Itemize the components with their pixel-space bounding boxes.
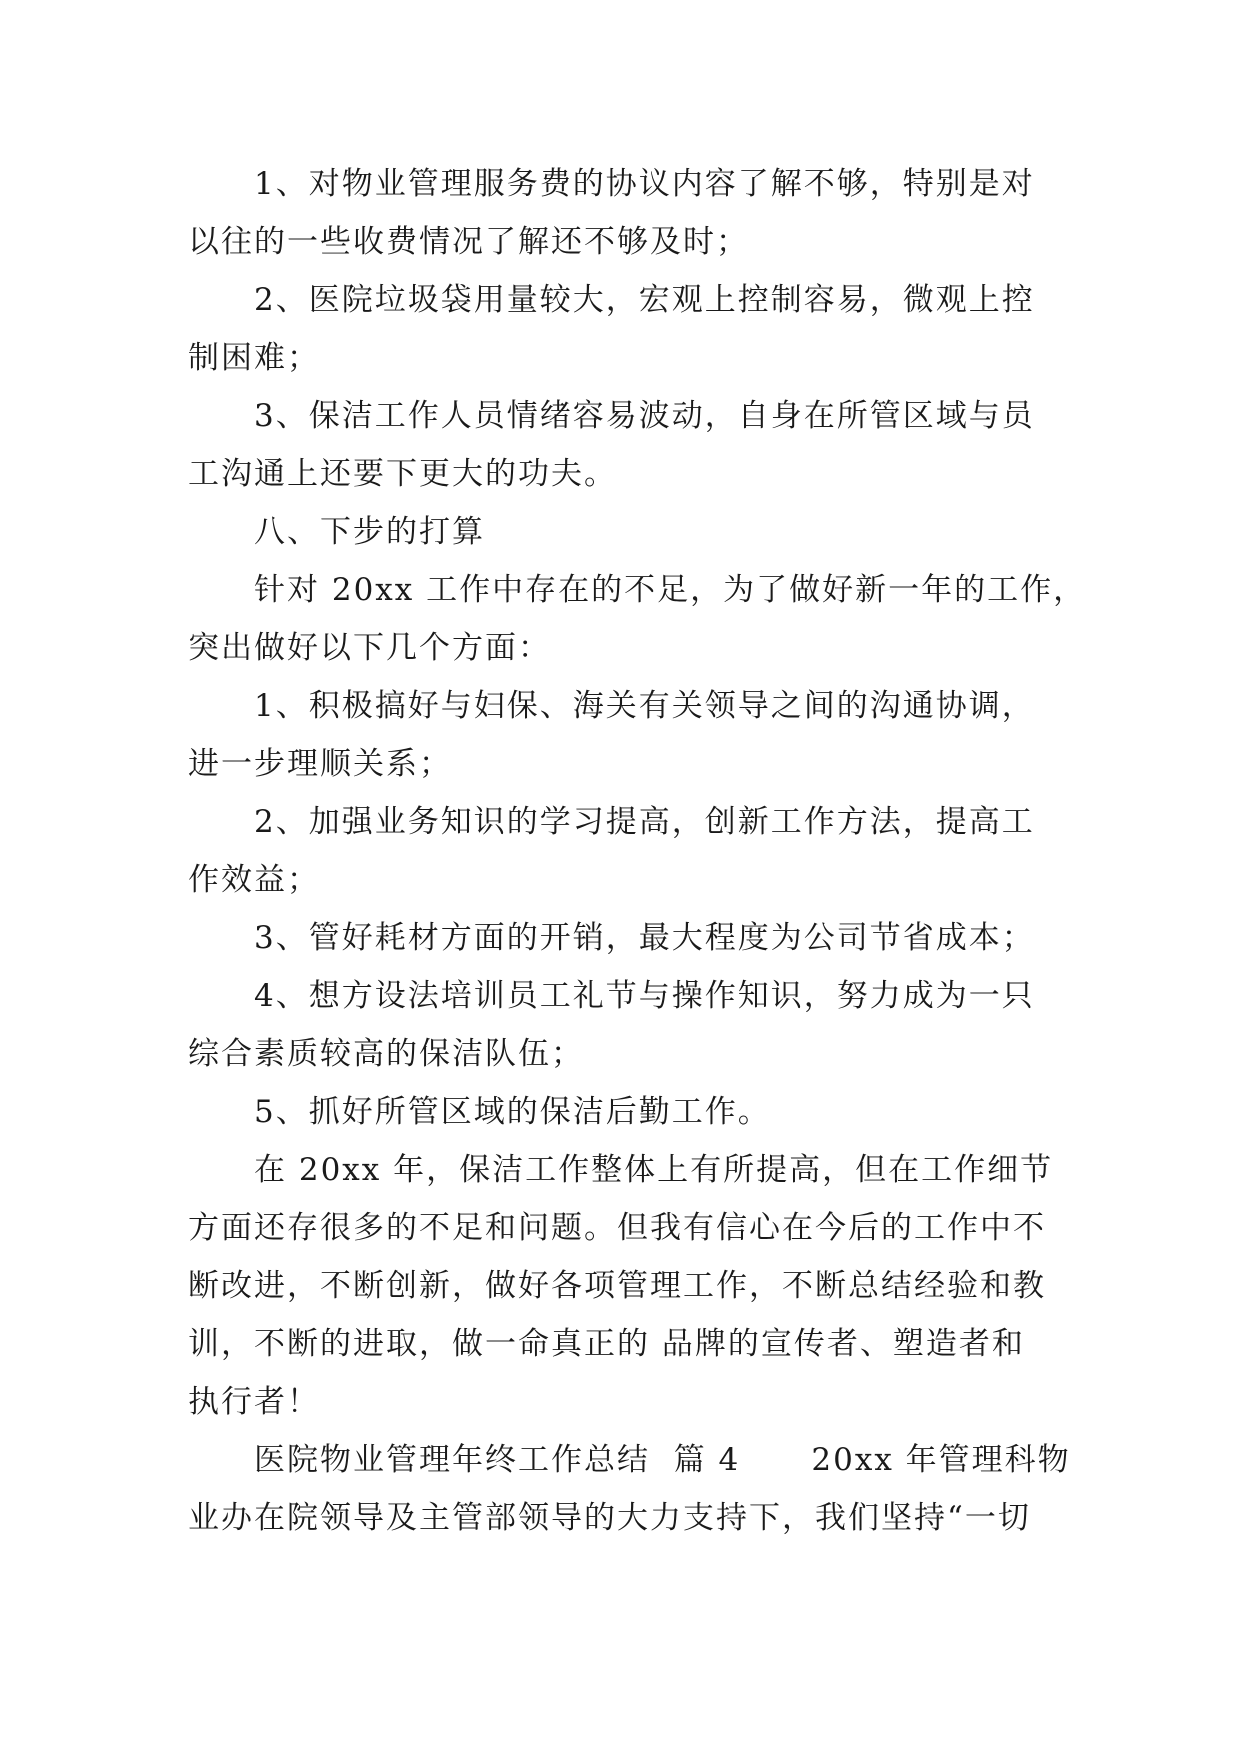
text-line: 断改进，不断创新，做好各项管理工作，不断总结经验和教 xyxy=(188,1268,1046,1304)
text-line: 方面还存很多的不足和问题。但我有信心在今后的工作中不 xyxy=(188,1210,1046,1246)
text-line: 1、对物业管理服务费的协议内容了解不够，特别是对 xyxy=(254,166,1035,202)
text-line: 突出做好以下几个方面： xyxy=(188,630,551,666)
text-line: 业办在院领导及主管部领导的大力支持下，我们坚持“一切 xyxy=(188,1500,1031,1536)
text-line: 进一步理顺关系； xyxy=(188,746,452,782)
text-line: 医院物业管理年终工作总结 篇 4 20xx 年管理科物 xyxy=(254,1442,1071,1478)
text-line: 制困难； xyxy=(188,340,320,376)
text-line: 2、加强业务知识的学习提高，创新工作方法，提高工 xyxy=(254,804,1035,840)
text-line: 作效益； xyxy=(188,862,320,898)
text-line: 综合素质较高的保洁队伍； xyxy=(188,1036,584,1072)
document-body xyxy=(188,155,1087,1547)
text-line: 执行者！ xyxy=(188,1384,320,1420)
text-line: 1、积极搞好与妇保、海关有关领导之间的沟通协调， xyxy=(254,688,1035,724)
text-line: 5、抓好所管区域的保洁后勤工作。 xyxy=(254,1094,771,1130)
text-line: 4、想方设法培训员工礼节与操作知识，努力成为一只 xyxy=(254,978,1035,1014)
text-line: 针对 20xx 工作中存在的不足，为了做好新一年的工作， xyxy=(254,572,1087,608)
text-line: 以往的一些收费情况了解还不够及时； xyxy=(188,224,749,260)
text-line: 在 20xx 年，保洁工作整体上有所提高，但在工作细节 xyxy=(254,1152,1054,1188)
text-line: 2、医院垃圾袋用量较大，宏观上控制容易，微观上控 xyxy=(254,282,1035,318)
text-line: 工沟通上还要下更大的功夫。 xyxy=(188,456,617,492)
text-line: 训，不断的进取，做一命真正的 品牌的宣传者、塑造者和 xyxy=(188,1326,1025,1362)
text-line: 3、保洁工作人员情绪容易波动，自身在所管区域与员 xyxy=(254,398,1035,434)
section-heading: 八、下步的打算 xyxy=(254,514,485,550)
text-line: 3、管好耗材方面的开销，最大程度为公司节省成本； xyxy=(254,920,1035,956)
